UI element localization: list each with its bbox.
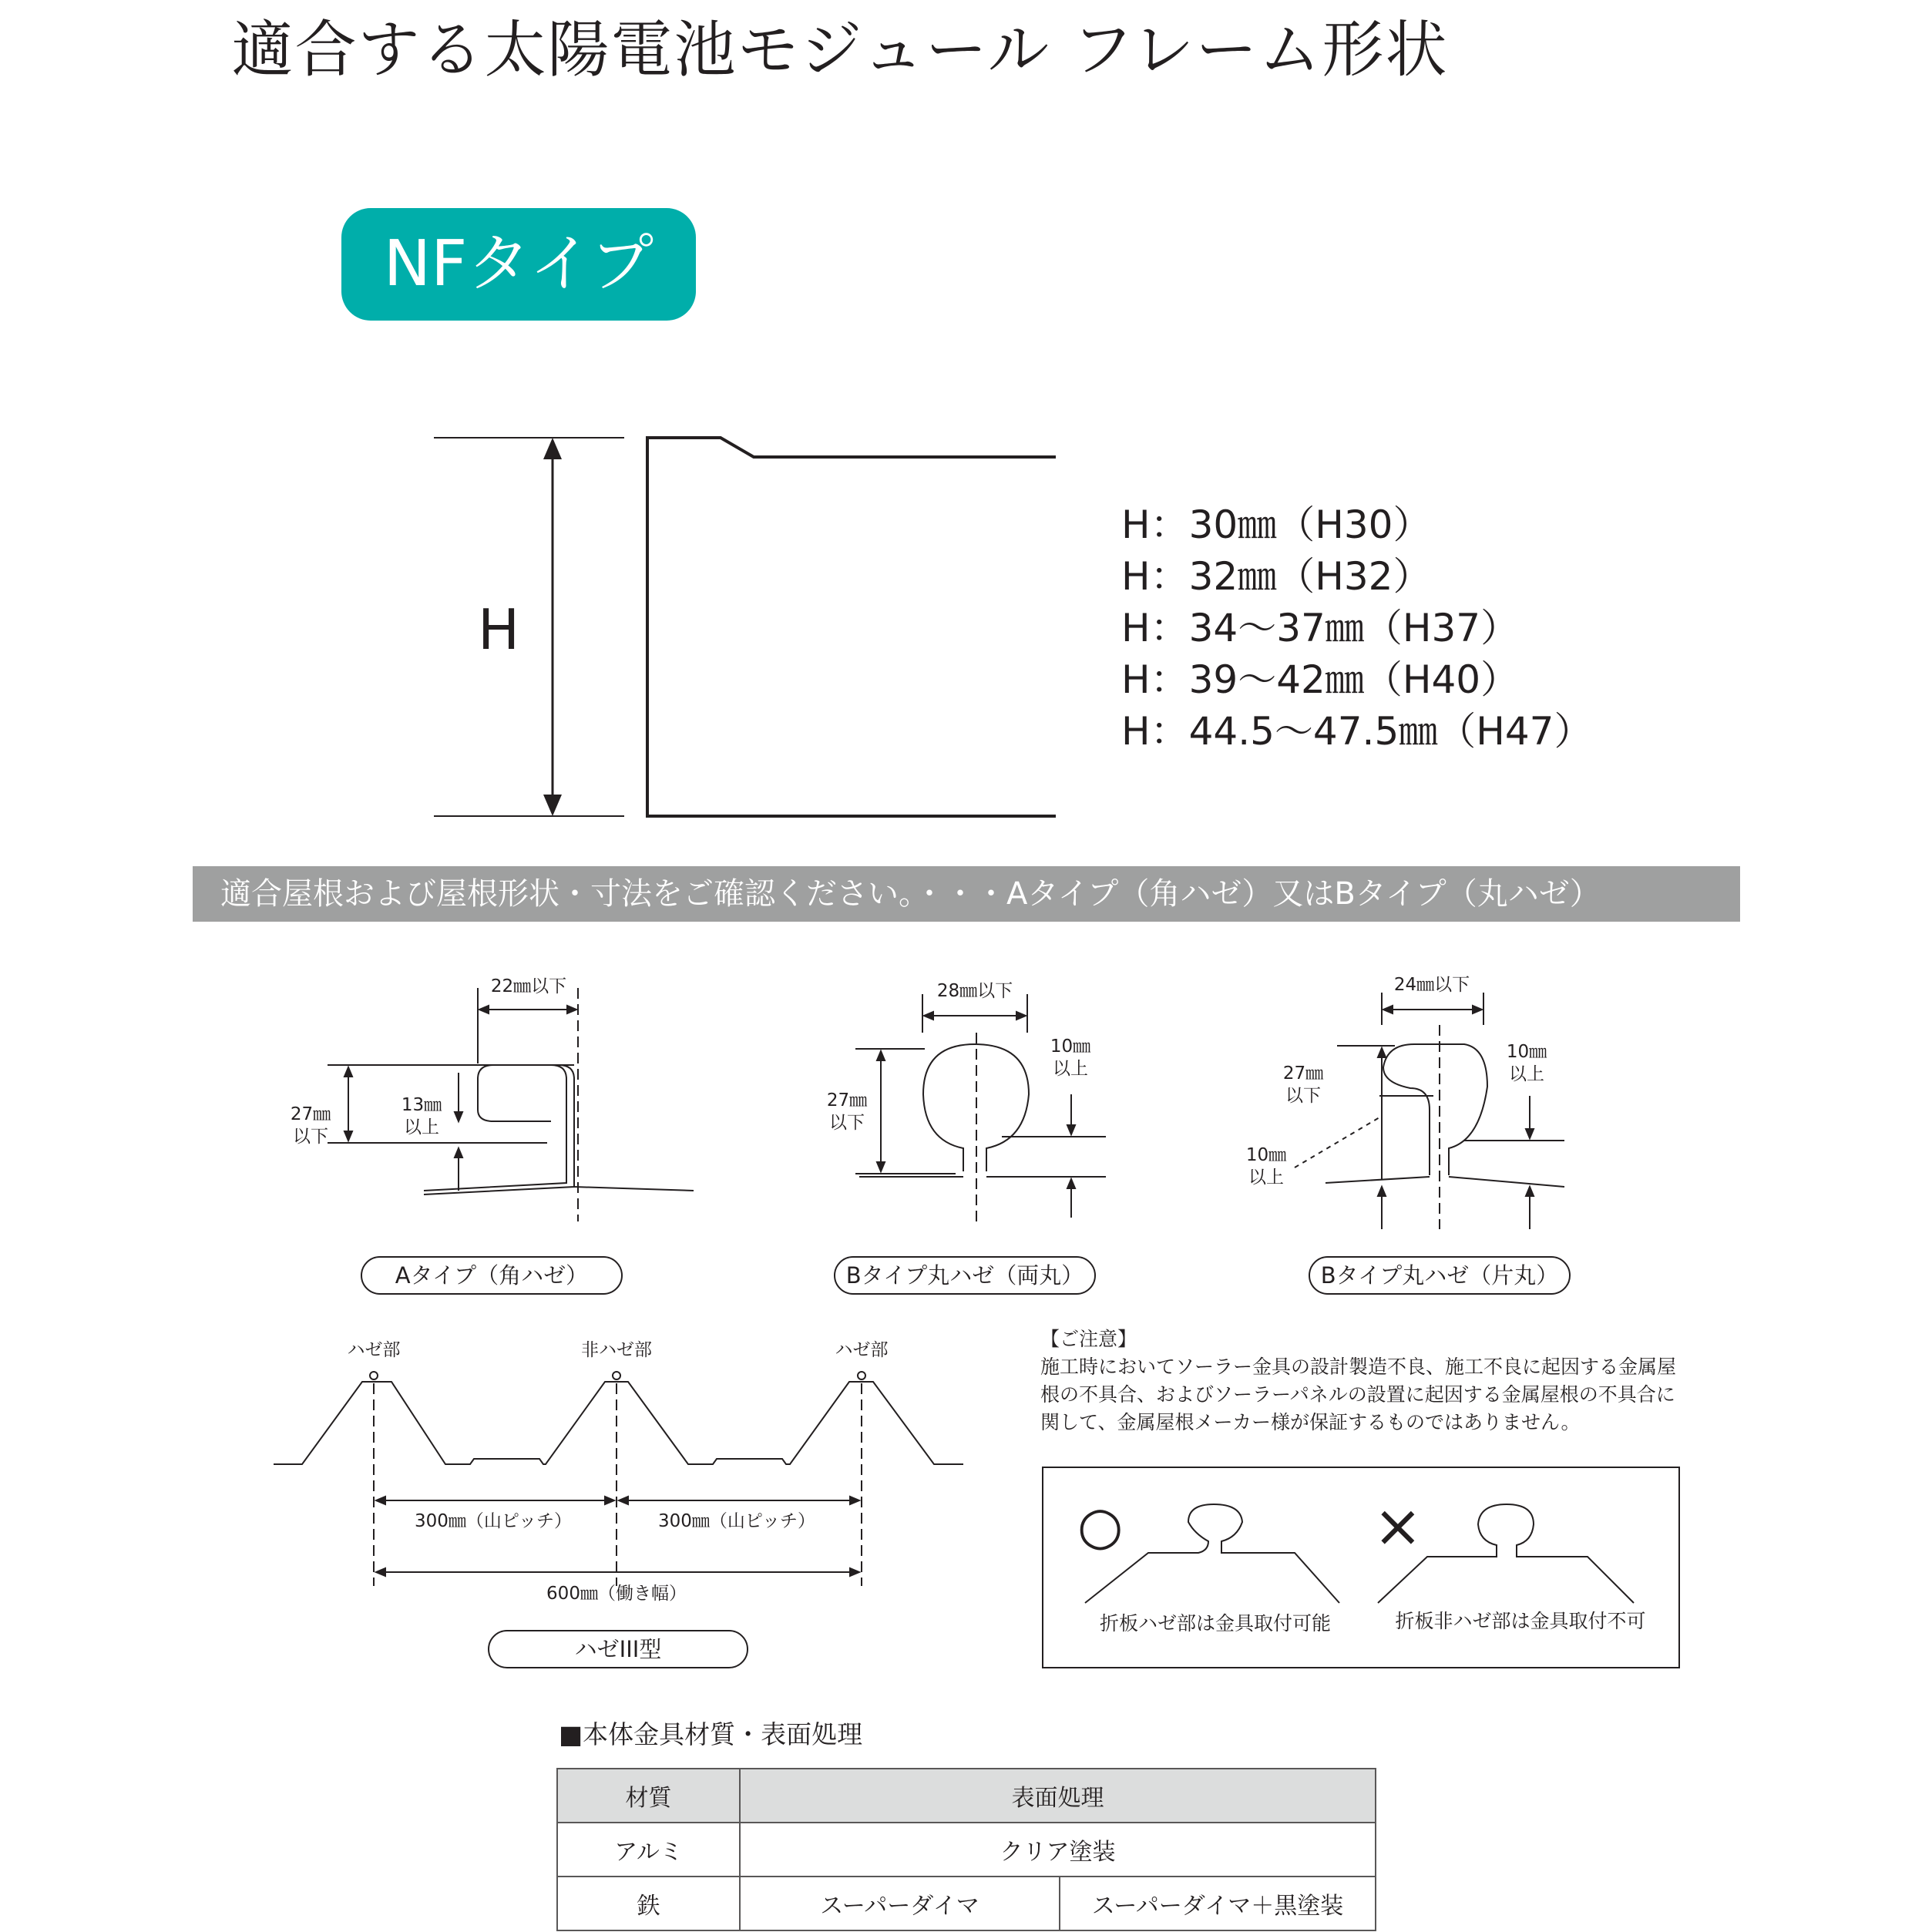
seam-a-caption: Aタイプ（角ハゼ） (361, 1256, 623, 1295)
table-cell: クリア塗装 (740, 1823, 1376, 1877)
page-title: 適合する太陽電池モジュール フレーム形状 (231, 14, 1449, 86)
confirm-bar: 適合屋根および屋根形状・寸法をご確認ください。・・・Aタイプ（角ハゼ）又はBタイプ（丸ハゼ） (193, 866, 1740, 922)
header-cell: 表面処理 (740, 1769, 1376, 1823)
ok-symbol: ○ (1077, 1496, 1124, 1557)
header-cell: 材質 (557, 1769, 740, 1823)
seam-b-single-height-2: 以下 (1285, 1086, 1321, 1106)
height-spec: H：32㎜（H32） (1121, 554, 1432, 599)
ok-profile (1085, 1504, 1339, 1603)
seam-b-both-caption: Bタイプ丸ハゼ（両丸） (834, 1256, 1096, 1295)
height-spec: H：34～37㎜（H37） (1121, 606, 1520, 650)
height-spec: H：44.5～47.5㎜（H47） (1121, 709, 1593, 754)
seam-b-single-width: 24㎜以下 (1393, 975, 1470, 995)
table-cell: スーパーダイマ＋黒塗装 (1060, 1877, 1376, 1930)
h-label: H (478, 597, 520, 662)
seam-b-single-left-1: 10㎜ (1245, 1145, 1287, 1165)
height-spec: H：30㎜（H30） (1121, 502, 1432, 547)
type-badge: NFタイプ (341, 208, 696, 321)
seam-b-both-width: 28㎜以下 (936, 981, 1013, 1001)
seam-b-single-right-2: 以上 (1509, 1064, 1544, 1084)
seam-a-inner-1: 13㎜ (401, 1095, 442, 1115)
material-table (556, 1768, 1376, 1931)
profile-non-seam: 非ハゼ部 (581, 1340, 652, 1360)
height-spec: H：39～42㎜（H40） (1121, 657, 1520, 702)
seam-a-inner-2: 以上 (404, 1117, 439, 1137)
notes-body: 施工時においてソーラー金具の設計製造不良、施工不良に起因する金属屋根の不具合、およびソーラーパネルの設置に起因する金属屋根の不具合に関して、金属屋根メーカー様が保証するものではありません。 (1040, 1356, 1677, 1433)
table-cell: 鉄 (557, 1877, 740, 1930)
profile-seam-left: ハゼ部 (347, 1340, 401, 1360)
ng-symbol: × (1373, 1491, 1423, 1560)
seam-b-both-height-2: 以下 (829, 1113, 865, 1133)
ok-label: 折板ハゼ部は金具取付可能 (1099, 1612, 1331, 1635)
seam-b-both-right-2: 以上 (1053, 1059, 1088, 1079)
seam-b-single-caption: Bタイプ丸ハゼ（片丸） (1309, 1256, 1571, 1295)
table-row (557, 1877, 1376, 1930)
seam-a-width: 22㎜以下 (490, 976, 567, 996)
seam-a-height-1: 27㎜ (290, 1104, 331, 1124)
seam-b-single-right-1: 10㎜ (1506, 1042, 1547, 1062)
notes-heading: 【ご注意】 (1040, 1328, 1137, 1350)
table-cell: スーパーダイマ (740, 1877, 1060, 1930)
seam-b-both-right-1: 10㎜ (1050, 1037, 1091, 1057)
seam-a-height-2: 以下 (293, 1127, 328, 1147)
table-header-row (557, 1769, 1376, 1823)
table-row (557, 1823, 1376, 1877)
profile-pitch-2: 300㎜（山ピッチ） (658, 1511, 815, 1531)
profile-working-width: 600㎜（働き幅） (546, 1584, 687, 1604)
table-cell: アルミ (557, 1823, 740, 1877)
profile-seam-right: ハゼ部 (835, 1340, 889, 1360)
profile-caption: ハゼIII型 (488, 1630, 748, 1668)
seam-b-single-left-2: 以上 (1248, 1168, 1284, 1188)
profile-pitch-1: 300㎜（山ピッチ） (415, 1511, 572, 1531)
ng-label: 折板非ハゼ部は金具取付不可 (1395, 1610, 1646, 1632)
seam-b-single-height-1: 27㎜ (1282, 1063, 1324, 1084)
seam-b-both-height-1: 27㎜ (826, 1090, 868, 1110)
material-table-title: ■本体金具材質・表面処理 (559, 1719, 863, 1749)
